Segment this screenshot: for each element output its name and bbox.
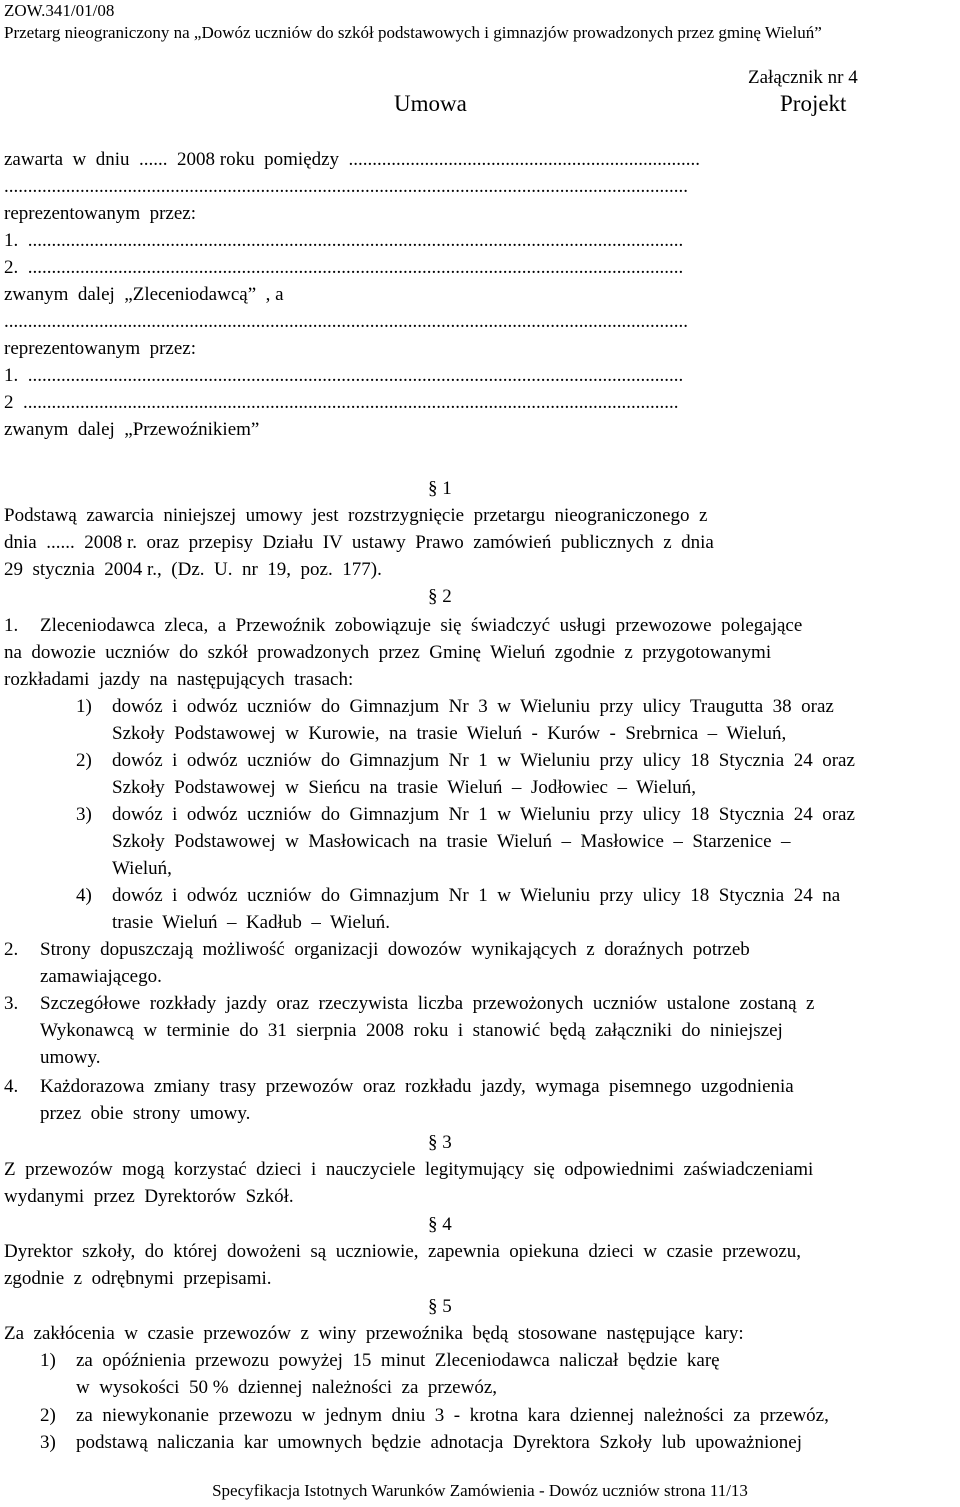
route-text: dowóz i odwóz uczniów do Gimnazjum Nr 1 w Wieluniu przy ulicy 18 Stycznia 24 oraz [112, 750, 855, 771]
section-text: dnia ...... 2008 r. oraz przepisy Działu IV ustawy Prawo zamówień publicznych z dnia [4, 532, 714, 553]
parties-line: 1. .......................................................................................................................................... [4, 230, 684, 251]
paragraph-text: Szczegółowe rozkłady jazdy oraz rzeczywista liczba przewożonych uczniów ustalone zostaną z [40, 993, 815, 1014]
attachment-label: Załącznik nr 4 [748, 67, 858, 88]
page-footer: Specyfikacja Istotnych Warunków Zamówienia - Dowóz uczniów strona 11/13 [212, 1481, 748, 1500]
reference-number: ZOW.341/01/08 [4, 1, 115, 20]
section-text: wydanymi przez Dyrektorów Szkół. [4, 1186, 294, 1207]
section-mark-1: § 1 [428, 478, 452, 499]
paragraph-text: rozkładami jazdy na następujących trasach: [4, 669, 354, 690]
penalty-text: za niewykonanie przewozu w jednym dniu 3 - krotna kara dziennej należności za przewóz, [76, 1405, 829, 1426]
route-text: Szkoły Podstawowej w Masłowicach na trasie Wieluń – Masłowice – Starzenice – [112, 831, 791, 852]
route-text: Wieluń, [112, 858, 172, 879]
paragraph-number: 1. [4, 615, 19, 636]
parties-line: ................................................................................................................................................ [4, 311, 688, 332]
penalty-number: 2) [40, 1405, 56, 1426]
route-text: trasie Wieluń – Kadłub – Wieluń. [112, 912, 390, 933]
section-mark-2: § 2 [428, 586, 452, 607]
parties-line: 2 .......................................................................................................................................... [4, 392, 679, 413]
penalty-text: za opóźnienia przewozu powyżej 15 minut Zleceniodawca naliczał będzie karę [76, 1350, 720, 1371]
route-number: 4) [76, 885, 92, 906]
section-text: Za zakłócenia w czasie przewozów z winy przewoźnika będą stosowane następujące kary: [4, 1323, 744, 1344]
route-text: dowóz i odwóz uczniów do Gimnazjum Nr 3 w Wieluniu przy ulicy Traugutta 38 oraz [112, 696, 834, 717]
paragraph-number: 3. [4, 993, 19, 1014]
parties-line: ................................................................................................................................................ [4, 176, 688, 197]
document-title: Umowa [394, 91, 467, 116]
section-text: Podstawą zawarcia niniejszej umowy jest rozstrzygnięcie przetargu nieograniczonego z [4, 505, 708, 526]
parties-line: zawarta w dniu ...... 2008 roku pomiędzy .......................................................................... [4, 149, 701, 170]
paragraph-text: umowy. [40, 1047, 101, 1068]
penalty-text: w wysokości 50 % dziennej należności za przewóz, [76, 1377, 498, 1398]
penalty-text: podstawą naliczania kar umownych będzie adnotacja Dyrektora Szkoły lub upoważnionej [76, 1432, 802, 1453]
parties-line: 2. .......................................................................................................................................... [4, 257, 684, 278]
parties-line: zwanym dalej „Zleceniodawcą” , a [4, 284, 284, 305]
paragraph-text: na dowozie uczniów do szkół prowadzonych przez Gminę Wieluń zgodnie z przygotowanymi [4, 642, 772, 663]
route-number: 2) [76, 750, 92, 771]
parties-line: zwanym dalej „Przewoźnikiem” [4, 419, 260, 440]
paragraph-text: Zleceniodawca zleca, a Przewoźnik zobowiązuje się świadczyć usługi przewozowe polegające [40, 615, 803, 636]
paragraph-text: Wykonawcą w terminie do 31 sierpnia 2008 roku i stanowić będą załączniki do niniejszej [40, 1020, 783, 1041]
route-text: Szkoły Podstawowej w Kurowie, na trasie Wieluń - Kurów - Srebrnica – Wieluń, [112, 723, 787, 744]
paragraph-text: Każdorazowa zmiany trasy przewozów oraz rozkładu jazdy, wymaga pisemnego uzgodnienia [40, 1076, 794, 1097]
parties-line: reprezentowanym przez: [4, 203, 197, 224]
route-text: Szkoły Podstawowej w Sieńcu na trasie Wieluń – Jodłowiec – Wieluń, [112, 777, 697, 798]
document-header [4, 0, 822, 44]
route-text: dowóz i odwóz uczniów do Gimnazjum Nr 1 w Wieluniu przy ulicy 18 Stycznia 24 oraz [112, 804, 855, 825]
tender-subject: Przetarg nieograniczony na „Dowóz uczniów do szkół podstawowych i gimnazjów prowadzonych przez gminę Wieluń” [4, 23, 822, 42]
section-text: 29 stycznia 2004 r., (Dz. U. nr 19, poz. 177). [4, 559, 382, 580]
section-text: Z przewozów mogą korzystać dzieci i nauczyciele legitymujący się odpowiednimi zaświadczeniami [4, 1159, 814, 1180]
route-number: 1) [76, 696, 92, 717]
paragraph-text: przez obie strony umowy. [40, 1103, 251, 1124]
section-text: Dyrektor szkoły, do której dowożeni są uczniowie, zapewnia opiekuna dzieci w czasie przewozu, [4, 1241, 802, 1262]
paragraph-number: 2. [4, 939, 19, 960]
parties-line: reprezentowanym przez: [4, 338, 197, 359]
penalty-number: 3) [40, 1432, 56, 1453]
penalty-number: 1) [40, 1350, 56, 1371]
section-mark-3: § 3 [428, 1132, 452, 1153]
paragraph-text: Strony dopuszczają możliwość organizacji dowozów wynikających z doraźnych potrzeb [40, 939, 750, 960]
paragraph-number: 4. [4, 1076, 19, 1097]
draft-label: Projekt [780, 91, 847, 116]
route-text: dowóz i odwóz uczniów do Gimnazjum Nr 1 w Wieluniu przy ulicy 18 Stycznia 24 na [112, 885, 841, 906]
section-text: zgodnie z odrębnymi przepisami. [4, 1268, 272, 1289]
route-number: 3) [76, 804, 92, 825]
section-mark-4: § 4 [428, 1214, 452, 1235]
section-mark-5: § 5 [428, 1296, 452, 1317]
paragraph-text: zamawiającego. [40, 966, 162, 987]
parties-line: 1. .......................................................................................................................................... [4, 365, 684, 386]
